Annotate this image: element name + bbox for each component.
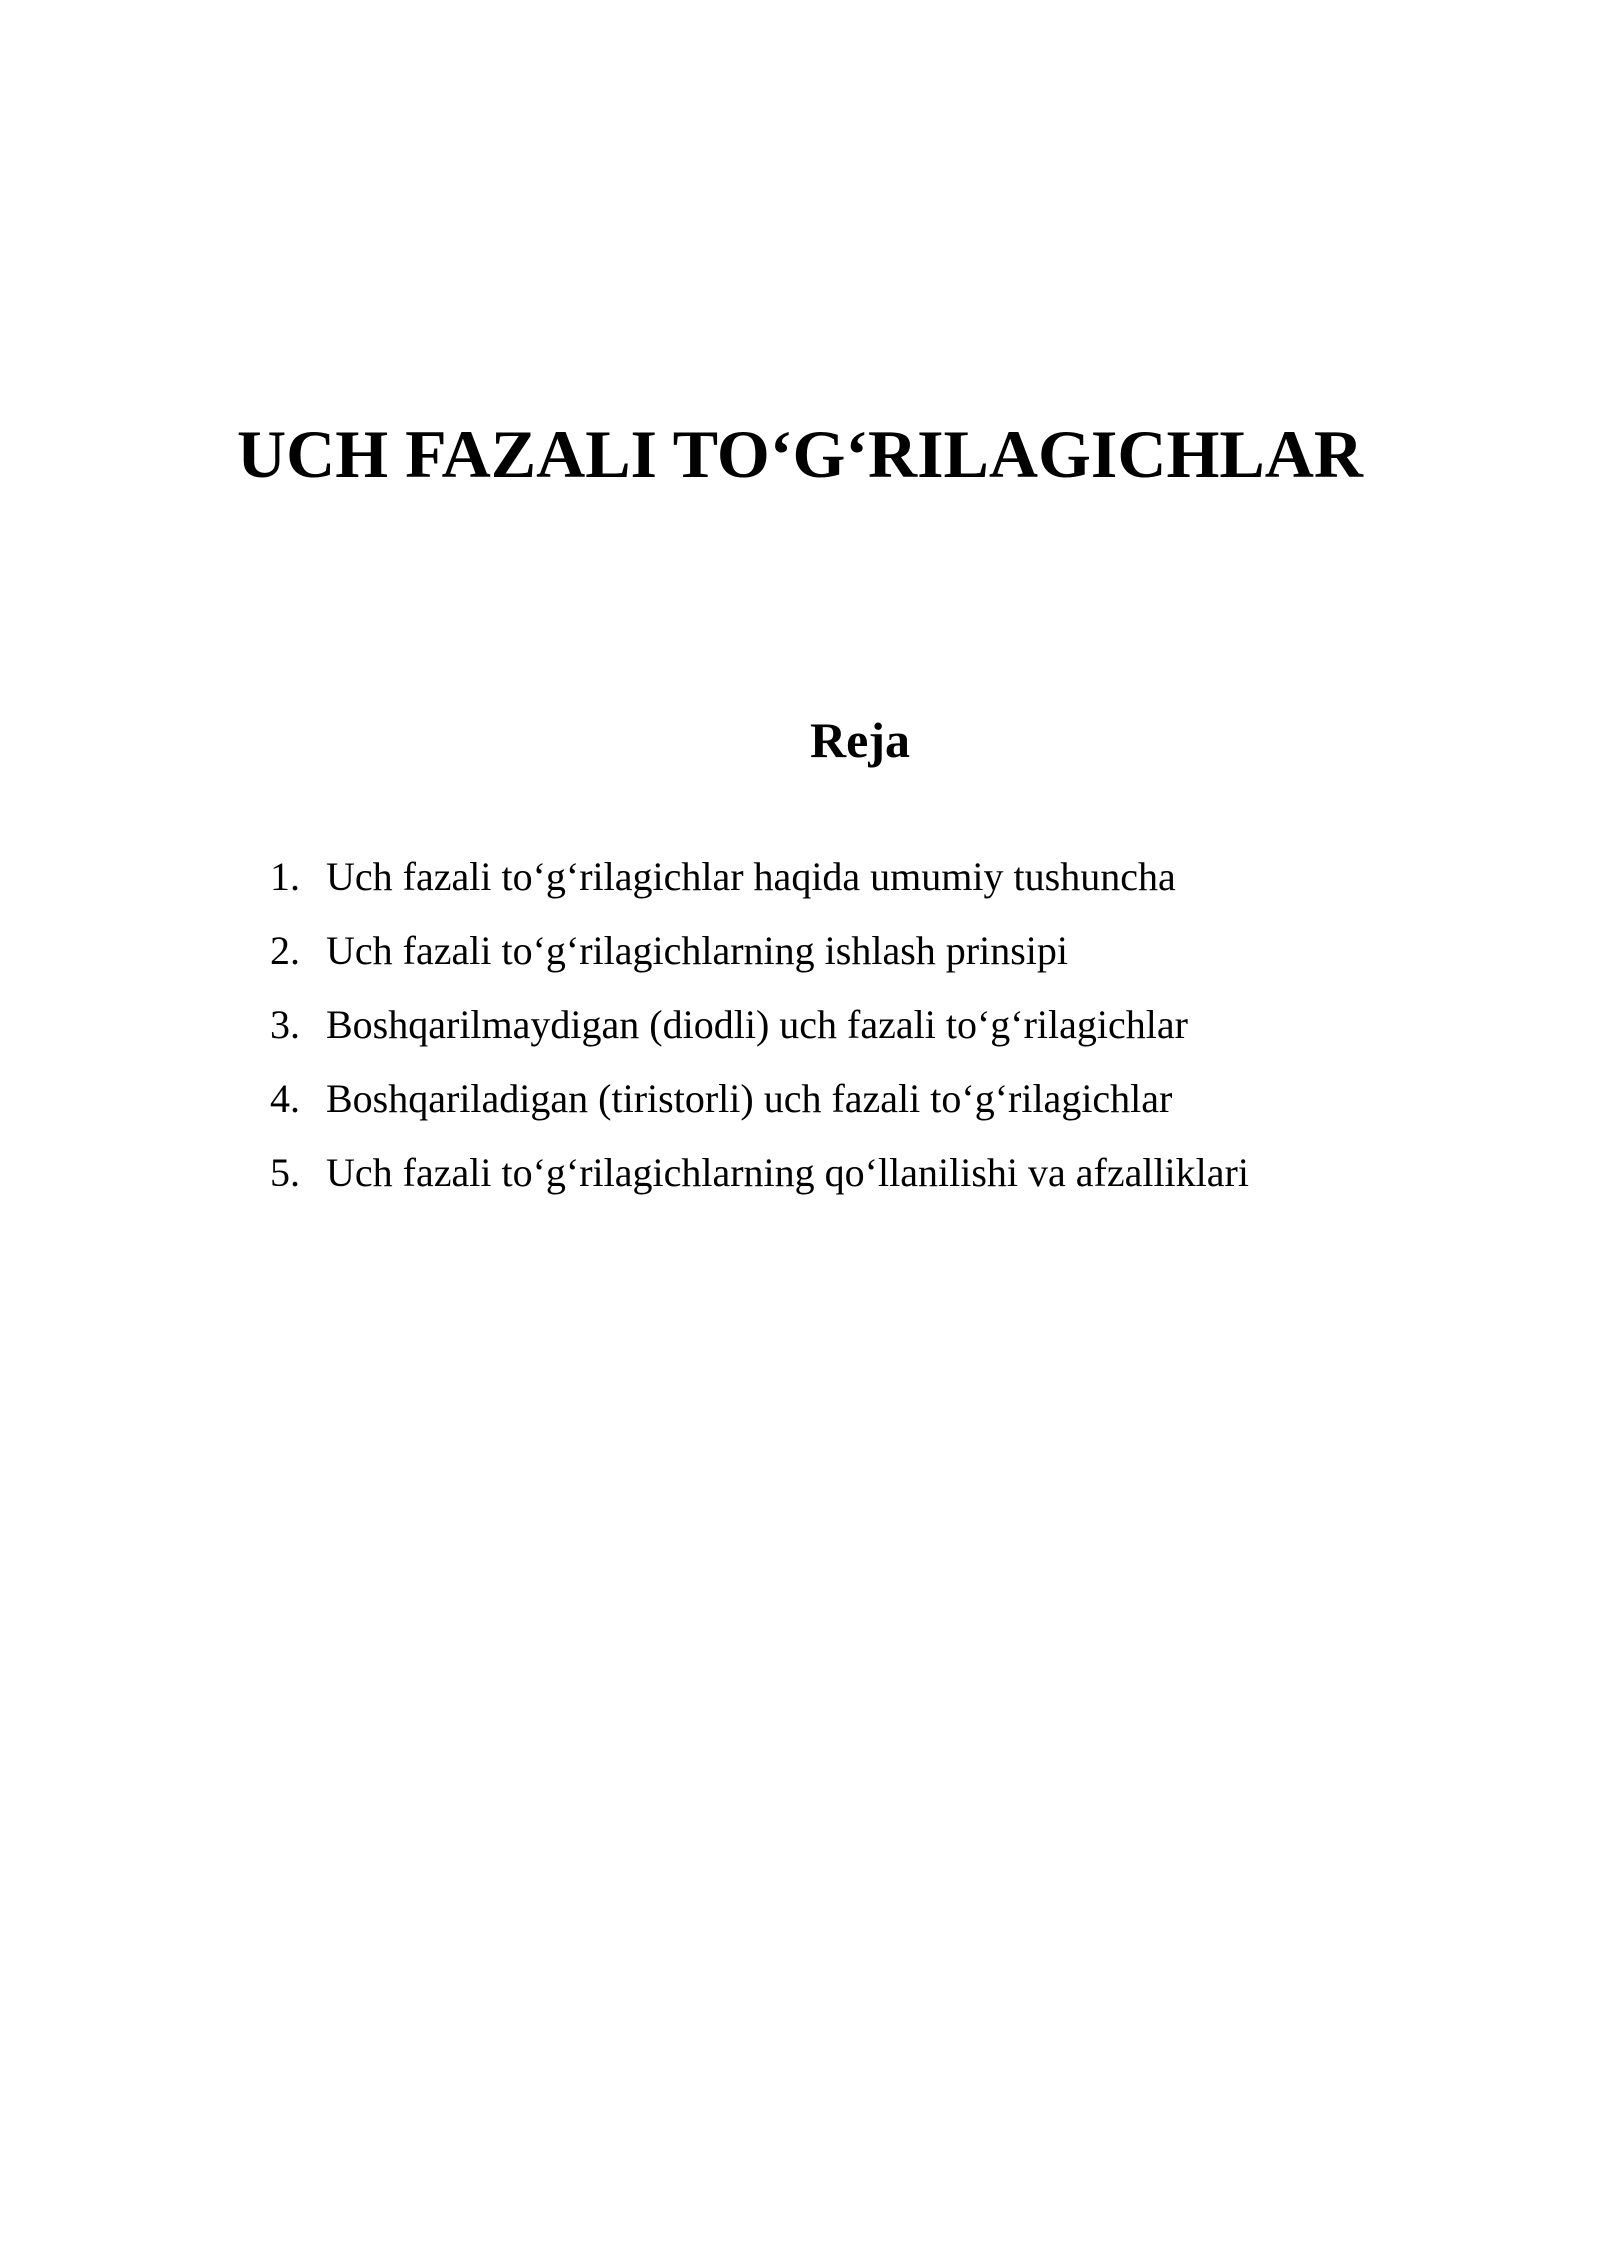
plan-item-text: Boshqariladigan (tiristorli) uch fazali to‘g‘rilagichlar xyxy=(326,1076,1173,1121)
plan-item xyxy=(270,988,1249,1062)
plan-item-number: 4. xyxy=(270,1076,300,1121)
plan-item-text: Boshqarilmaydigan (diodli) uch fazali to‘g‘rilagichlar xyxy=(326,1002,1188,1047)
plan-item xyxy=(270,840,1249,914)
plan-item-text: Uch fazali to‘g‘rilagichlarning qo‘llanilishi va afzalliklari xyxy=(326,1150,1249,1195)
plan-list xyxy=(270,840,1249,1210)
document-title: UCH FAZALI TO‘G‘RILAGICHLAR xyxy=(237,416,1363,492)
plan-item-text: Uch fazali to‘g‘rilagichlar haqida umumiy tushuncha xyxy=(326,854,1176,899)
plan-item-number: 3. xyxy=(270,1002,300,1047)
plan-item xyxy=(270,914,1249,988)
plan-item-number: 5. xyxy=(270,1150,300,1195)
plan-heading: Reja xyxy=(810,712,910,768)
plan-item-text: Uch fazali to‘g‘rilagichlarning ishlash prinsipi xyxy=(326,928,1069,973)
plan-item-number: 2. xyxy=(270,928,300,973)
plan-item xyxy=(270,1062,1249,1136)
plan-item xyxy=(270,1136,1249,1210)
plan-item-number: 1. xyxy=(270,854,300,899)
